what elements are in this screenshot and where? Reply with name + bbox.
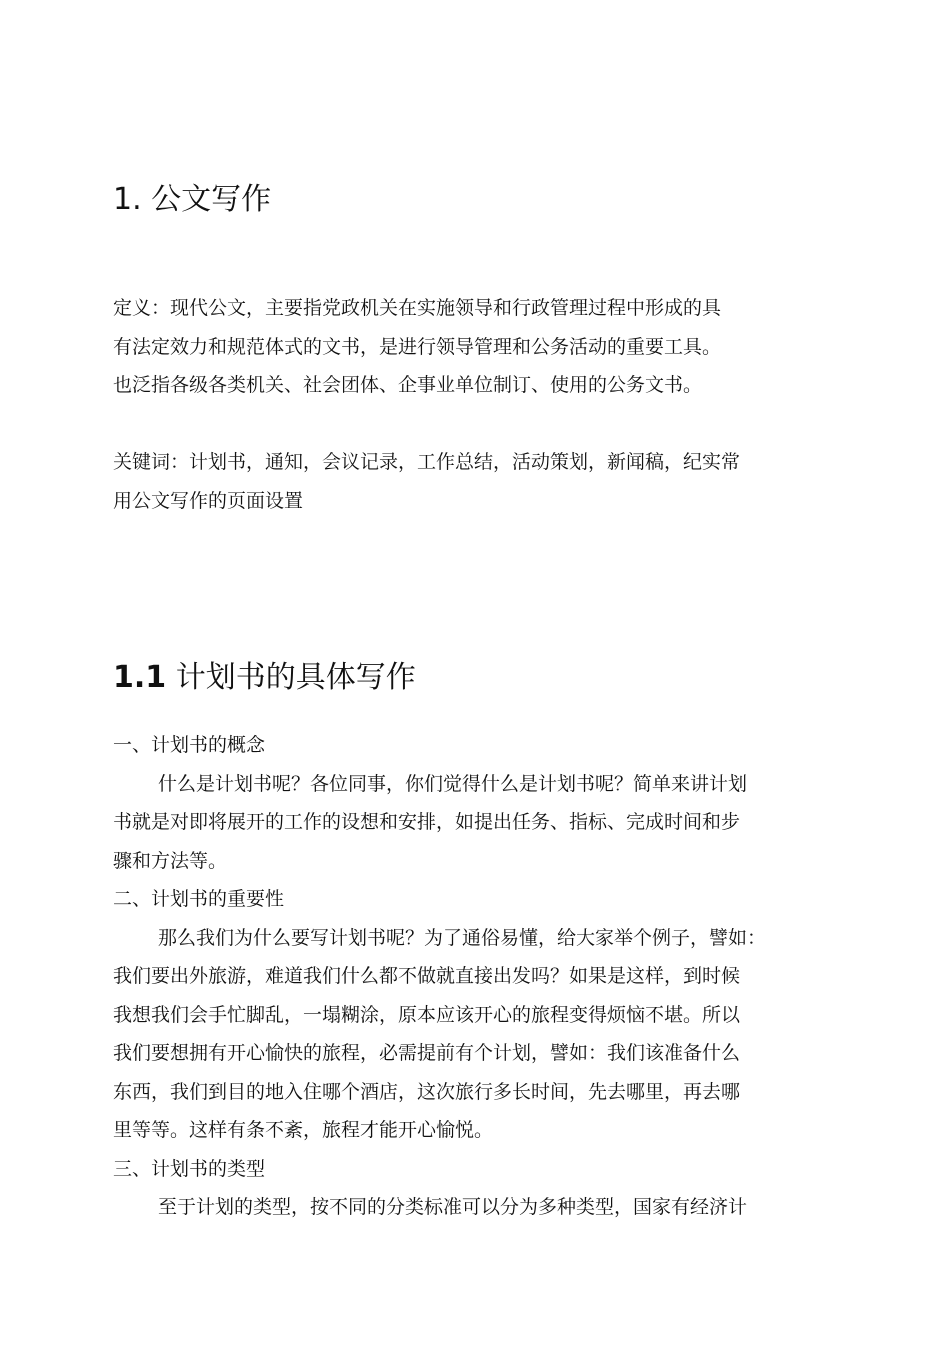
keywords-paragraph	[113, 443, 813, 520]
section-title: 1. 公文写作	[113, 182, 272, 217]
importance-line: 我想我们会手忙脚乱，一塌糊涂，原本应该开心的旅程变得烦恼不堪。所以	[113, 1003, 741, 1026]
definition-paragraph	[113, 289, 813, 405]
importance-heading: 二、计划书的重要性	[113, 888, 285, 910]
plan-body	[113, 726, 813, 1227]
concept-line: 书就是对即将展开的工作的设想和安排，如提出任务、指标、完成时间和步	[113, 811, 741, 833]
subsection-title-text: 计划书的具体写作	[175, 660, 416, 695]
importance-line: 那么我们为什么要写计划书呢？为了通俗易懂，给大家举个例子，譬如：	[158, 926, 767, 949]
definition-line: 定义：现代公文，主要指党政机关在实施领导和行政管理过程中形成的具	[113, 297, 722, 319]
keywords-line: 用公文写作的页面设置	[113, 489, 304, 512]
types-heading: 三、计划书的类型	[113, 1157, 266, 1180]
importance-line: 里等等。这样有条不紊，旅程才能开心愉悦。	[113, 1119, 494, 1141]
definition-line: 也泛指各级各类机关、社会团体、企事业单位制订、使用的公务文书。	[113, 374, 703, 396]
subsection-number: 1.1	[113, 660, 167, 695]
concept-heading: 一、计划书的概念	[113, 734, 266, 756]
importance-line: 东西，我们到目的地入住哪个酒店，这次旅行多长时间，先去哪里，再去哪	[113, 1080, 741, 1103]
concept-line: 骤和方法等。	[113, 849, 228, 872]
concept-line: 什么是计划书呢？各位同事，你们觉得什么是计划书呢？简单来讲计划	[158, 772, 748, 795]
types-line: 至于计划的类型，按不同的分类标准可以分为多种类型，国家有经济计	[158, 1196, 748, 1218]
importance-line: 我们要出外旅游，难道我们什么都不做就直接出发吗？如果是这样，到时候	[113, 965, 741, 987]
keywords-line: 关键词：计划书，通知，会议记录，工作总结，活动策划，新闻稿，纪实常	[113, 451, 741, 473]
importance-line: 我们要想拥有开心愉快的旅程，必需提前有个计划，譬如：我们该准备什么	[113, 1042, 741, 1064]
definition-line: 有法定效力和规范体式的文书，是进行领导管理和公务活动的重要工具。	[113, 335, 722, 358]
subsection-title	[113, 656, 416, 700]
